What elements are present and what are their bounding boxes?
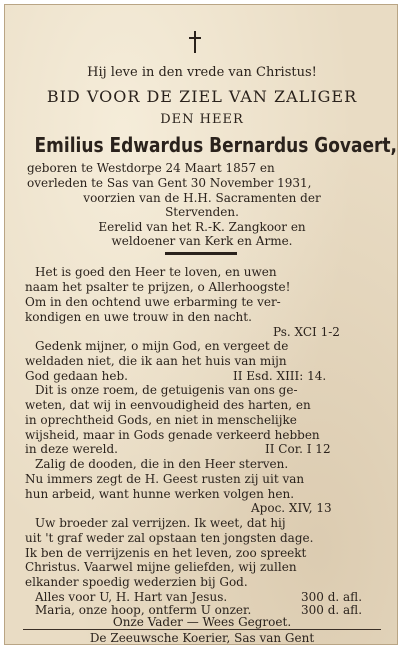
text-line: Nu immers zegt de H. Geest rusten zij uit van	[25, 472, 305, 486]
scripture-ref: Apoc. XIV, 13	[251, 501, 332, 515]
prayer-line: Maria, onze hoop, ontferm U onzer.	[35, 603, 252, 617]
printer-imprint: De Zeeuwsche Koerier, Sas van Gent	[89, 631, 315, 645]
text-line: God gedaan heb.	[25, 369, 128, 383]
scripture-ref: II Esd. XIII: 14.	[233, 369, 327, 383]
text-line: Dit is onze roem, de getuigenis van ons ge-	[35, 383, 298, 397]
footer-rule	[23, 629, 381, 630]
text-line: Ik ben de verrijzenis en het leven, zoo spreekt	[25, 546, 307, 560]
indulgence: 300 d. afl.	[301, 603, 363, 617]
text-line: weldaden niet, die ik aan het huis van mijn	[25, 354, 287, 368]
honors-line: weldoener van Kerk en Arme.	[111, 234, 293, 248]
text-line: uit 't graf weder zal opstaan ten jongsten dage.	[25, 531, 314, 545]
bio-line: Stervenden.	[165, 205, 239, 219]
indulgence: 300 d. afl.	[301, 590, 363, 604]
text-line: Zalig de dooden, die in den Heer sterven.	[35, 457, 289, 471]
closing-prayer: Onze Vader — Wees Gegroet.	[112, 615, 292, 629]
invocation: Hij leve in den vrede van Christus!	[87, 65, 317, 80]
bio-line: geboren te Westdorpe 24 Maart 1857 en	[27, 161, 275, 175]
deceased-name: Emilius Edwardus Bernardus Govaert,	[34, 133, 397, 157]
bio-line: overleden te Sas van Gent 30 November 1931,	[27, 176, 312, 190]
text-line: elkander spoedig wederzien bij God.	[25, 575, 248, 589]
text-line: in deze wereld.	[25, 442, 118, 456]
text-line: Uw broeder zal verrijzen. Ik weet, dat hij	[35, 516, 286, 530]
memorial-card	[4, 4, 398, 645]
text-line: Gedenk mijner, o mijn God, en vergeet de	[35, 339, 289, 353]
text-line: Christus. Vaarwel mijne geliefden, wij zullen	[25, 560, 297, 574]
text-line: naam het psalter te prijzen, o Allerhoogste!	[25, 280, 291, 294]
text-line: weten, dat wij in eenvoudigheid des harten, en	[25, 398, 311, 412]
text-line: Om in den ochtend uwe erbarming te ver-	[25, 295, 281, 309]
text-line: kondigen en uwe trouw in den nacht.	[25, 310, 252, 324]
bio-line: voorzien van de H.H. Sacramenten der	[83, 191, 321, 205]
text-line: hun arbeid, want hunne werken volgen hen.	[25, 487, 295, 501]
text-line: in oprechtheid Gods, en niet in menschelijke	[25, 413, 297, 427]
honorific: DEN HEER	[160, 112, 244, 127]
text-line: Het is goed den Heer te loven, en uwen	[35, 265, 277, 279]
scripture-ref: Ps. XCI 1-2	[273, 325, 340, 339]
text-line: wijsheid, maar in Gods genade verkeerd hebben	[25, 428, 320, 442]
honors-line: Eerelid van het R.-K. Zangkoor en	[98, 220, 306, 234]
prayer-line: Alles voor U, H. Hart van Jesus.	[35, 590, 228, 604]
prayer-title: BID VOOR DE ZIEL VAN ZALIGER	[46, 87, 358, 106]
divider	[165, 252, 237, 255]
scripture-ref: II Cor. I 12	[265, 442, 331, 456]
cross-icon	[188, 31, 202, 53]
